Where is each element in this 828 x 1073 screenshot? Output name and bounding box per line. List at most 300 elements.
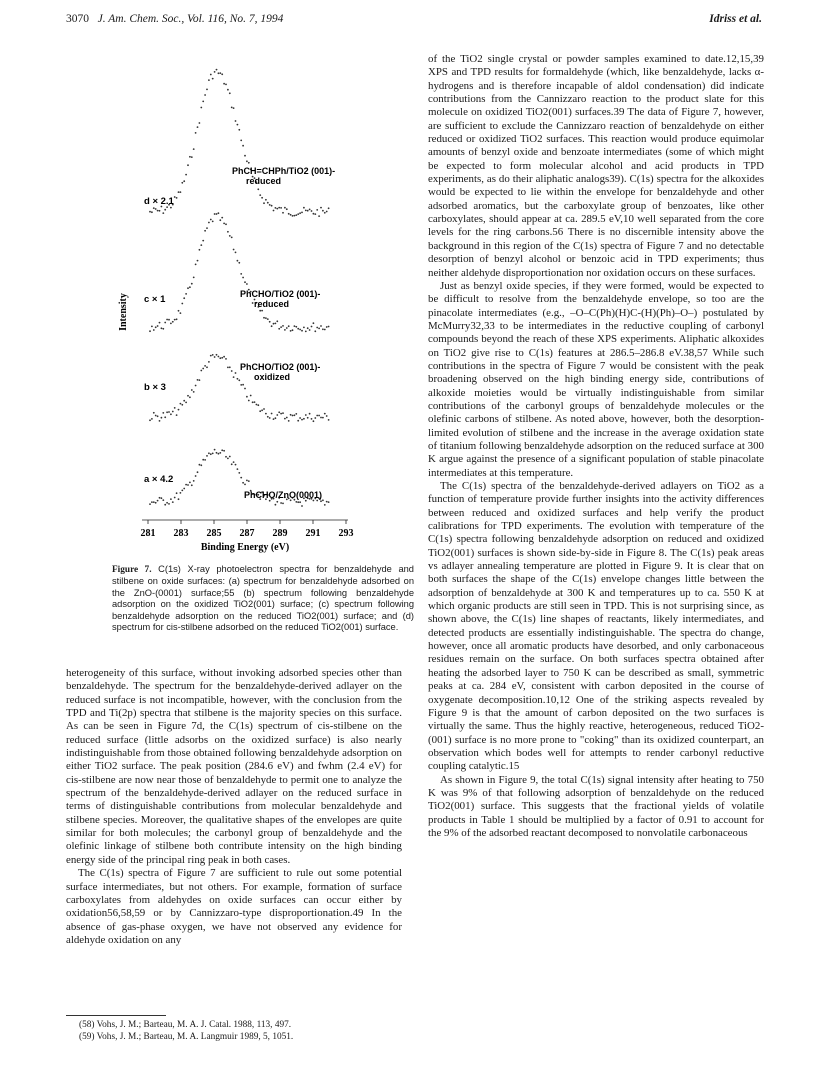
spectrum-point bbox=[259, 310, 261, 312]
spectrum-point bbox=[178, 409, 180, 411]
spectrum-point bbox=[149, 419, 151, 421]
spectrum-point bbox=[216, 452, 218, 454]
spectrum-point bbox=[307, 210, 309, 212]
spectrum-point bbox=[204, 230, 206, 232]
spectrum-point bbox=[197, 379, 199, 381]
figure-caption bbox=[112, 564, 414, 633]
spectrum-point bbox=[269, 417, 271, 419]
spectrum-point bbox=[314, 417, 316, 419]
spectrum-point bbox=[299, 501, 301, 503]
x-tick-label: 293 bbox=[338, 528, 354, 539]
spectrum-point bbox=[157, 500, 159, 502]
spectrum-point bbox=[278, 207, 280, 209]
spectrum-point bbox=[157, 415, 159, 417]
spectrum-point bbox=[269, 321, 271, 323]
spectrum-point bbox=[221, 217, 223, 219]
spectrum-point bbox=[166, 319, 168, 321]
spectrum-point bbox=[299, 329, 301, 331]
x-tick-label: 289 bbox=[272, 528, 288, 539]
spectrum-point bbox=[225, 84, 227, 86]
spectrum-point bbox=[305, 210, 307, 212]
spectrum-point bbox=[267, 202, 269, 204]
spectrum-point bbox=[244, 281, 246, 283]
spectrum-point bbox=[204, 365, 206, 367]
spectrum-point bbox=[282, 325, 284, 327]
spectrum-point bbox=[252, 401, 254, 403]
spectrum-point bbox=[303, 327, 305, 329]
spectrum-point bbox=[189, 396, 191, 398]
spectrum-point bbox=[295, 326, 297, 328]
spectrum-point bbox=[303, 207, 305, 209]
spectrum-point bbox=[206, 455, 208, 457]
spectrum-point bbox=[210, 219, 212, 221]
caption-text: C(1s) X-ray photoelectron spectra for benzaldehyde and stilbene on oxide surfaces: (a) spectrum for benzaldehyde adsorbed on the ZnO-(0001) surface;55 (b) spectrum following benzaldehyde adsorption on the oxidized TiO2(001) surface; (c) spectrum following benzaldehyde adsorption on the reduced TiO2(001) surface; and (d) spectrum for cis-stilbene adsorbed on the reduced TiO2(001) surface. bbox=[112, 564, 414, 633]
spectrum-point bbox=[328, 501, 330, 503]
spectrum-point bbox=[180, 191, 182, 193]
spectrum-point bbox=[313, 322, 315, 324]
spectrum-point bbox=[273, 323, 275, 325]
spectrum-point bbox=[218, 356, 220, 358]
spectrum-point bbox=[322, 417, 324, 419]
spectrum-point bbox=[210, 355, 212, 357]
running-header-authors: Idriss et al. bbox=[709, 13, 762, 25]
spectrum-point bbox=[282, 412, 284, 414]
spectrum-point bbox=[328, 326, 330, 328]
spectrum-point bbox=[238, 472, 240, 474]
spectrum-point bbox=[159, 322, 161, 324]
journal-citation: J. Am. Chem. Soc., Vol. 116, No. 7, 1994 bbox=[97, 13, 284, 25]
spectrum-point bbox=[320, 207, 322, 209]
spectrum-point bbox=[195, 264, 197, 266]
spectrum-point bbox=[246, 480, 248, 482]
spectrum-point bbox=[282, 503, 284, 505]
spectrum-point bbox=[227, 231, 229, 233]
x-tick-label: 291 bbox=[305, 528, 321, 539]
spectrum-point bbox=[172, 321, 174, 323]
paragraph: heterogeneity of this surface, without invoking adsorbed species other than benzaldehyde. The spectrum for the benzaldehyde-derived adlayer on the reduced surface is not incompatible, however, with the conclusion from the TPD and Ti(2p) spectra that stilbene is the majority species on this surface. As can be seen in Figure 7d, the C(1s) spectrum of cis-stilbene on the reduced surface (little adsorbs on the oxidized surface) is also nearly indistinguishable from those obtained following benzaldehyde adsorption on either TiO2 surface. The peak position (284.6 eV) and fwhm (2.4 eV) for cis-stilbene are now near those of benzaldehyde to permit one to analyze the spectrum of the benzaldehyde-derived adlayer on the reduced surface in terms of distinguishable contributions from molecular benzaldehyde and stilbene species. Moreover, the qualitative shapes of the envelopes are quite similar for both molecules; the carbonyl group of benzaldehyde and the olefinic linkage of stilbene both contribute intensity on the high binding energy side of the principal ring peak in both cases. bbox=[66, 667, 402, 866]
spectrum-point bbox=[153, 329, 155, 331]
spectrum-point bbox=[269, 204, 271, 206]
footnote-58: (58) Vohs, J. M.; Barteau, M. A. J. Catal. 1988, 113, 497. bbox=[79, 1020, 292, 1030]
spectrum-point bbox=[187, 484, 189, 486]
spectrum-point bbox=[219, 357, 221, 359]
spectrum-label: PhCHO/TiO2 (001)-reduced bbox=[240, 289, 321, 309]
spectrum-point bbox=[297, 328, 299, 330]
spectrum-point bbox=[294, 325, 296, 327]
spectrum-point bbox=[326, 415, 328, 417]
spectrum-point bbox=[210, 453, 212, 455]
left-column-body bbox=[66, 667, 402, 947]
spectrum-point bbox=[210, 74, 212, 76]
spectrum-point bbox=[288, 420, 290, 422]
page-number: 3070 bbox=[66, 13, 89, 25]
spectrum-point bbox=[181, 404, 183, 406]
spectrum-point bbox=[311, 210, 313, 212]
spectrum-point bbox=[235, 252, 237, 254]
spectrum-point bbox=[221, 357, 223, 359]
spectrum-point bbox=[276, 208, 278, 210]
x-tick-label: 285 bbox=[206, 528, 222, 539]
spectrum-point bbox=[233, 107, 235, 109]
spectrum-point bbox=[206, 227, 208, 229]
x-tick-label: 287 bbox=[239, 528, 255, 539]
spectrum-point bbox=[305, 500, 307, 502]
spectrum-point bbox=[225, 358, 227, 360]
spectrum-point bbox=[314, 213, 316, 215]
spectrum-trace bbox=[149, 69, 329, 217]
spectrum-point bbox=[227, 367, 229, 369]
spectrum-point bbox=[280, 326, 282, 328]
spectrum-point bbox=[159, 420, 161, 422]
spectrum-point bbox=[159, 497, 161, 499]
spectrum-point bbox=[164, 504, 166, 506]
spectrum-point bbox=[240, 384, 242, 386]
spectrum-point bbox=[218, 72, 220, 74]
spectrum-label: PhCH=CHPh/TiO2 (001)-reduced bbox=[232, 166, 336, 186]
spectrum-point bbox=[212, 453, 214, 455]
spectrum-point bbox=[229, 235, 231, 237]
spectrum-point bbox=[216, 354, 218, 356]
spectrum-point bbox=[326, 211, 328, 213]
spectrum-point bbox=[223, 450, 225, 452]
spectrum-point bbox=[183, 297, 185, 299]
spectrum-point bbox=[202, 240, 204, 242]
spectrum-point bbox=[301, 330, 303, 332]
spectrum-point bbox=[238, 129, 240, 131]
spectrum-point bbox=[314, 330, 316, 332]
spectrum-point bbox=[276, 414, 278, 416]
spectrum-point bbox=[229, 456, 231, 458]
paragraph: Just as benzyl oxide species, if they were formed, would be expected to be difficult to resolve from the benzaldehyde envelope, so too are the pinacolate intermediates (e.g., –O–C(Ph)(H)C-(H)(Ph)–O–) postulated by McMurry32,33 to be intermediates in the reductive coupling of carbonyl compounds beyond the reach of these XPS experiments. Aliphatic alkoxides on TiO2 give rise to C(1s) features at 286.5–286.8 eV.38,57 While such contributions in the spectra of Figure 7 would be consistent with the peak broadening observed on the high binding energy side, contributions of alkoxide moieties would be virtually indistinguishable from similar contributions of the carbonyl groups of benzaldehyde molecules or the olefinic carbons of stilbene. As noted above, however, both the desorption-limited evolution of stilbene and the increase in the average oxidation state of titanium following benzaldehyde adsorption on the reduced surface at 300 K argue against the presence of a significant population of stable pinacolate intermediates at this temperature. bbox=[428, 279, 764, 479]
spectrum-point bbox=[240, 140, 242, 142]
spectrum-point bbox=[242, 145, 244, 147]
spectrum-point bbox=[187, 287, 189, 289]
spectrum-point bbox=[324, 212, 326, 214]
spectrum-point bbox=[326, 326, 328, 328]
spectrum-point bbox=[318, 328, 320, 330]
spectrum-point bbox=[191, 484, 193, 486]
spectrum-point bbox=[157, 210, 159, 212]
spectrum-point bbox=[174, 407, 176, 409]
spectrum-point bbox=[214, 213, 216, 215]
spectrum-point bbox=[193, 277, 195, 279]
spectrum-point bbox=[229, 366, 231, 368]
spectrum-point bbox=[263, 317, 265, 319]
spectrum-point bbox=[200, 464, 202, 466]
spectrum-point bbox=[311, 326, 313, 328]
spectrum-point bbox=[286, 417, 288, 419]
spectrum-point bbox=[221, 73, 223, 75]
spectrum-point bbox=[187, 164, 189, 166]
spectrum-point bbox=[195, 132, 197, 134]
spectrum-point bbox=[225, 223, 227, 225]
spectrum-point bbox=[328, 419, 330, 421]
spectrum-point bbox=[208, 222, 210, 224]
spectrum-point bbox=[231, 107, 233, 109]
spectrum-point bbox=[218, 212, 220, 214]
spectrum-point bbox=[162, 412, 164, 414]
spectrum-point bbox=[280, 207, 282, 209]
x-tick-label: 283 bbox=[173, 528, 189, 539]
spectrum-point bbox=[216, 213, 218, 215]
spectrum-point bbox=[155, 502, 157, 504]
spectrum-point bbox=[181, 490, 183, 492]
spectrum-point bbox=[294, 414, 296, 416]
spectrum-point bbox=[307, 417, 309, 419]
spectrum-point bbox=[275, 323, 277, 325]
spectrum-point bbox=[305, 331, 307, 333]
spectrum-point bbox=[149, 211, 151, 213]
spectrum-point bbox=[178, 498, 180, 500]
spectrum-point bbox=[178, 191, 180, 193]
spectrum-point bbox=[292, 215, 294, 217]
spectrum-point bbox=[237, 124, 239, 126]
spectrum-point bbox=[282, 212, 284, 214]
spectrum-point bbox=[237, 468, 239, 470]
spectrum-point bbox=[221, 449, 223, 451]
spectrum-point bbox=[161, 327, 163, 329]
spectrum-point bbox=[212, 221, 214, 223]
figure-7 bbox=[112, 62, 362, 558]
spectrum-point bbox=[244, 155, 246, 157]
spectrum-point bbox=[214, 356, 216, 358]
spectrum-point bbox=[286, 208, 288, 210]
spectrum-point bbox=[320, 500, 322, 502]
spectrum-point bbox=[153, 412, 155, 414]
scale-factor-label: b × 3 bbox=[144, 382, 166, 393]
spectrum-point bbox=[223, 356, 225, 358]
spectrum-point bbox=[240, 273, 242, 275]
spectrum-point bbox=[295, 501, 297, 503]
spectrum-point bbox=[195, 475, 197, 477]
spectrum-point bbox=[240, 477, 242, 479]
spectrum-point bbox=[328, 207, 330, 209]
spectrum-point bbox=[309, 209, 311, 211]
spectrum-point bbox=[193, 148, 195, 150]
spectrum-point bbox=[191, 283, 193, 285]
paragraph: As shown in Figure 9, the total C(1s) signal intensity after heating to 750 K was 9% of that following adsorption of benzaldehyde on the reduced TiO2(001) surface. This suggests that the fractional yields of volatile products in Table 1 should be multiplied by a factor of 0.91 to account for the 9% of the adsorbed reactant decomposed to nonvolatile carbonaceous bbox=[428, 773, 764, 839]
spectrum-point bbox=[284, 207, 286, 209]
spectrum-point bbox=[242, 482, 244, 484]
spectrum-point bbox=[267, 318, 269, 320]
spectrum-point bbox=[149, 330, 151, 332]
spectrum-point bbox=[185, 402, 187, 404]
spectrum-point bbox=[290, 414, 292, 416]
spectrum-point bbox=[309, 413, 311, 415]
spectrum-point bbox=[227, 89, 229, 91]
spectrum-point bbox=[181, 182, 183, 184]
spectrum-point bbox=[204, 459, 206, 461]
spectrum-point bbox=[301, 212, 303, 214]
spectrum-point bbox=[176, 318, 178, 320]
spectrum-point bbox=[168, 503, 170, 505]
spectrum-point bbox=[166, 411, 168, 413]
spectrum-point bbox=[183, 488, 185, 490]
spectrum-point bbox=[316, 415, 318, 417]
spectrum-point bbox=[271, 205, 273, 207]
spectrum-point bbox=[204, 94, 206, 96]
spectrum-point bbox=[297, 420, 299, 422]
spectrum-point bbox=[246, 283, 248, 285]
x-tick-label: 281 bbox=[140, 528, 156, 539]
spectrum-point bbox=[256, 404, 258, 406]
spectrum-point bbox=[162, 328, 164, 330]
spectrum-point bbox=[292, 329, 294, 331]
spectrum-point bbox=[168, 319, 170, 321]
spectrum-point bbox=[206, 89, 208, 91]
spectrum-point bbox=[199, 464, 201, 466]
spectrum-point bbox=[202, 368, 204, 370]
spectrum-point bbox=[218, 453, 220, 455]
x-axis-label: Binding Energy (eV) bbox=[200, 542, 290, 553]
spectrum-point bbox=[288, 213, 290, 215]
spectrum-point bbox=[246, 396, 248, 398]
spectrum-point bbox=[295, 214, 297, 216]
spectrum-point bbox=[189, 156, 191, 158]
spectrum-point bbox=[170, 413, 172, 415]
scale-factor-label: c × 1 bbox=[144, 294, 166, 305]
spectrum-point bbox=[208, 452, 210, 454]
xps-spectra-plot bbox=[112, 62, 362, 558]
spectrum-point bbox=[183, 400, 185, 402]
spectrum-point bbox=[162, 212, 164, 214]
spectrum-point bbox=[305, 414, 307, 416]
spectrum-point bbox=[237, 378, 239, 380]
spectrum-point bbox=[316, 209, 318, 211]
spectrum-point bbox=[318, 415, 320, 417]
spectrum-point bbox=[248, 400, 250, 402]
spectrum-point bbox=[174, 196, 176, 198]
spectrum-point bbox=[193, 480, 195, 482]
spectrum-point bbox=[155, 326, 157, 328]
spectrum-point bbox=[290, 330, 292, 332]
spectrum-point bbox=[161, 497, 163, 499]
spectrum-point bbox=[180, 492, 182, 494]
spectrum-point bbox=[235, 464, 237, 466]
spectrum-point bbox=[183, 180, 185, 182]
spectrum-point bbox=[301, 419, 303, 421]
spectrum-point bbox=[202, 101, 204, 103]
spectrum-point bbox=[248, 162, 250, 164]
spectrum-point bbox=[280, 502, 282, 504]
spectrum-point bbox=[275, 417, 277, 419]
spectrum-point bbox=[235, 372, 237, 374]
spectrum-point bbox=[185, 293, 187, 295]
spectrum-point bbox=[185, 174, 187, 176]
spectrum-point bbox=[233, 461, 235, 463]
spectrum-point bbox=[316, 327, 318, 329]
spectrum-point bbox=[248, 480, 250, 482]
spectrum-point bbox=[206, 366, 208, 368]
spectrum-point bbox=[320, 417, 322, 419]
spectrum-point bbox=[178, 310, 180, 312]
spectrum-point bbox=[208, 79, 210, 81]
spectrum-point bbox=[246, 160, 248, 162]
spectrum-point bbox=[261, 197, 263, 199]
spectrum-point bbox=[200, 244, 202, 246]
spectrum-point bbox=[326, 501, 328, 503]
spectrum-point bbox=[278, 411, 280, 413]
spectrum-point bbox=[164, 416, 166, 418]
spectrum-point bbox=[164, 209, 166, 211]
spectrum-point bbox=[313, 420, 315, 422]
spectrum-point bbox=[288, 325, 290, 327]
spectrum-point bbox=[214, 71, 216, 73]
spectrum-trace bbox=[149, 212, 329, 332]
spectrum-point bbox=[212, 78, 214, 80]
footnote-rule bbox=[66, 1015, 166, 1016]
spectrum-point bbox=[174, 319, 176, 321]
spectrum-point bbox=[261, 310, 263, 312]
spectrum-point bbox=[153, 501, 155, 503]
spectrum-point bbox=[265, 199, 267, 201]
spectrum-point bbox=[219, 452, 221, 454]
spectrum-point bbox=[271, 325, 273, 327]
spectrum-point bbox=[235, 120, 237, 122]
spectrum-point bbox=[199, 249, 201, 251]
spectrum-point bbox=[212, 354, 214, 356]
spectrum-point bbox=[233, 249, 235, 251]
spectrum-point bbox=[155, 208, 157, 210]
spectrum-point bbox=[231, 370, 233, 372]
spectrum-point bbox=[318, 215, 320, 217]
spectrum-point bbox=[257, 404, 259, 406]
spectrum-point bbox=[151, 418, 153, 420]
spectrum-point bbox=[284, 418, 286, 420]
scale-factor-label: a × 4.2 bbox=[144, 474, 174, 485]
spectrum-point bbox=[271, 413, 273, 415]
spectrum-point bbox=[200, 370, 202, 372]
spectrum-point bbox=[280, 413, 282, 415]
spectrum-point bbox=[172, 501, 174, 503]
spectrum-point bbox=[219, 219, 221, 221]
spectrum-point bbox=[320, 325, 322, 327]
spectrum-point bbox=[155, 415, 157, 417]
spectrum-point bbox=[269, 500, 271, 502]
spectrum-point bbox=[267, 416, 269, 418]
spectrum-point bbox=[208, 361, 210, 363]
spectrum-point bbox=[263, 408, 265, 410]
spectrum-point bbox=[214, 449, 216, 451]
spectrum-point bbox=[237, 260, 239, 262]
spectrum-point bbox=[185, 484, 187, 486]
spectrum-point bbox=[176, 492, 178, 494]
spectrum-point bbox=[322, 328, 324, 330]
spectrum-point bbox=[191, 156, 193, 158]
spectrum-point bbox=[151, 326, 153, 328]
spectrum-point bbox=[265, 413, 267, 415]
spectrum-point bbox=[309, 329, 311, 331]
spectrum-point bbox=[297, 501, 299, 503]
spectrum-point bbox=[187, 395, 189, 397]
footnotes bbox=[79, 1020, 399, 1043]
paragraph: of the TiO2 single crystal or powder samples examined to date.12,15,39 XPS and TPD results for formaldehyde (which, like benzaldehyde, lacks α-hydrogens and is therefore incapable of aldol condensation) did indicate contributions from the Cannizzaro reaction to the product slate for this molecule on oxidized TiO2(001) surfaces.39 The data of Figure 7, however, are sufficient to exclude the Cannizzaro reaction of benzaldehyde on either reduced or oxidized TiO2 surfaces. This reaction would produce equimolar amounts of benzyl oxide and benzoate intermediates (some of which might be expected to form molecular alcohol and acid products in TPD experiments, as do their aliphatic analogs39). C(1s) spectra for the alkoxides would be expected to lie within the envelope for benzaldehyde and other adsorbed aromatics, but the carboxylate group of benzoates, like other carboxylates, should appear at ca. 289.5 eV,10 well separated from the core levels for the ring carbons.56 There is no discernible intensity above the background in this region of the C(1s) spectra of Figure 7 and no detectable desorption of benzyl alcohol or benzoic acid in TPD experiments; thus neither aldehyde disproportionation nor oxidation occurs on these surfaces. bbox=[428, 53, 764, 279]
spectrum-point bbox=[170, 323, 172, 325]
spectrum-point bbox=[151, 501, 153, 503]
spectrum-point bbox=[231, 463, 233, 465]
spectrum-point bbox=[181, 303, 183, 305]
spectrum-point bbox=[159, 210, 161, 212]
spectrum-point bbox=[174, 497, 176, 499]
spectrum-point bbox=[189, 286, 191, 288]
spectrum-point bbox=[199, 379, 201, 381]
spectrum-point bbox=[276, 501, 278, 503]
spectrum-point bbox=[168, 411, 170, 413]
spectrum-point bbox=[290, 214, 292, 216]
spectrum-point bbox=[157, 325, 159, 327]
spectrum-point bbox=[303, 418, 305, 420]
spectrum-point bbox=[172, 411, 174, 413]
